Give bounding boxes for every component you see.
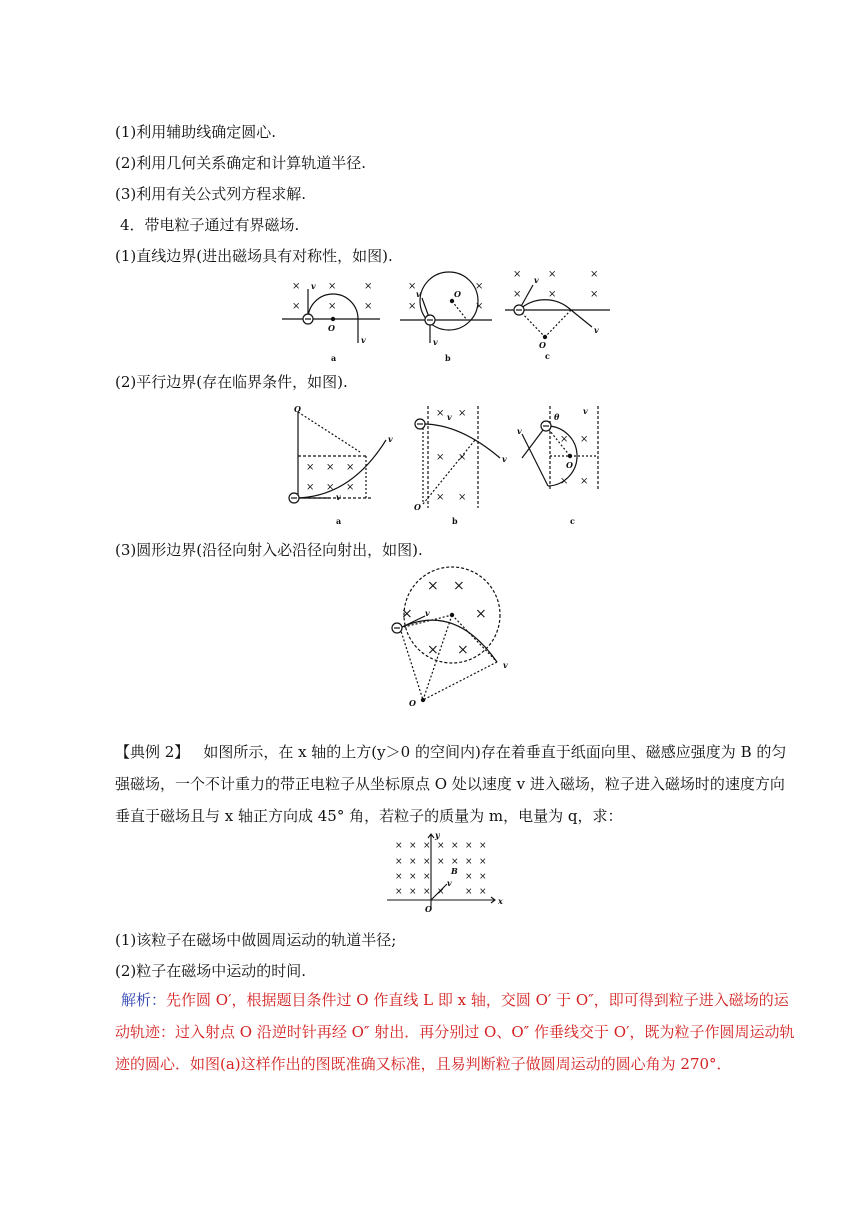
svg-text:×: × bbox=[395, 887, 403, 897]
solution-label: 解析： bbox=[121, 991, 167, 1009]
svg-text:×: × bbox=[408, 301, 417, 312]
svg-text:×: × bbox=[458, 492, 467, 503]
svg-text:×: × bbox=[423, 841, 431, 851]
svg-text:×: × bbox=[328, 301, 337, 312]
svg-text:×: × bbox=[436, 452, 445, 463]
svg-text:×: × bbox=[548, 269, 557, 280]
svg-text:y: y bbox=[435, 830, 440, 840]
svg-text:×: × bbox=[465, 872, 473, 882]
svg-text:×: × bbox=[580, 434, 589, 445]
svg-text:×: × bbox=[590, 269, 599, 280]
svg-text:×: × bbox=[346, 462, 355, 473]
svg-text:θ: θ bbox=[554, 412, 560, 422]
svg-text:v: v bbox=[416, 289, 421, 299]
svg-text:O: O bbox=[328, 323, 335, 333]
svg-text:v: v bbox=[447, 878, 452, 888]
svg-text:×: × bbox=[475, 301, 484, 312]
svg-text:v: v bbox=[388, 434, 393, 444]
svg-text:v: v bbox=[447, 412, 452, 422]
svg-text:×: × bbox=[590, 289, 599, 300]
svg-text:×: × bbox=[395, 872, 403, 882]
svg-text:×: × bbox=[306, 462, 315, 473]
svg-text:×: × bbox=[346, 482, 355, 493]
straight-boundary-text: (1)直线边界(进出磁场具有对称性，如图). bbox=[115, 247, 393, 265]
svg-text:×: × bbox=[409, 887, 417, 897]
svg-text:×: × bbox=[560, 434, 569, 445]
example-2-paragraph bbox=[115, 736, 795, 832]
step-2: (2)利用几何关系确定和计算轨道半径. bbox=[115, 154, 367, 172]
svg-text:×: × bbox=[292, 301, 301, 312]
svg-text:×: × bbox=[364, 281, 373, 292]
solution-paragraph bbox=[115, 984, 795, 1080]
svg-text:c: c bbox=[545, 351, 550, 361]
svg-text:×: × bbox=[328, 281, 337, 292]
question-2: (2)粒子在磁场中运动的时间. bbox=[115, 962, 307, 980]
svg-text:×: × bbox=[436, 408, 445, 419]
svg-text:×: × bbox=[475, 606, 487, 622]
svg-text:×: × bbox=[479, 872, 487, 882]
svg-text:×: × bbox=[436, 492, 445, 503]
svg-text:×: × bbox=[427, 578, 439, 594]
svg-text:×: × bbox=[306, 482, 315, 493]
svg-text:×: × bbox=[423, 857, 431, 867]
svg-text:×: × bbox=[409, 872, 417, 882]
svg-text:v: v bbox=[534, 275, 539, 285]
circular-boundary-text: (3)圆形边界(沿径向射入必沿径向射出，如图). bbox=[115, 541, 423, 559]
svg-text:×: × bbox=[453, 578, 465, 594]
svg-text:v: v bbox=[433, 337, 438, 347]
circular-boundary-figure bbox=[385, 562, 525, 712]
svg-text:×: × bbox=[401, 606, 413, 622]
svg-text:×: × bbox=[409, 841, 417, 851]
svg-text:×: × bbox=[479, 841, 487, 851]
svg-text:×: × bbox=[548, 289, 557, 300]
svg-text:O: O bbox=[539, 340, 546, 350]
svg-text:×: × bbox=[465, 887, 473, 897]
svg-text:v: v bbox=[311, 281, 316, 291]
svg-text:×: × bbox=[458, 408, 467, 419]
svg-text:×: × bbox=[437, 887, 445, 897]
example-2-text: 如图所示，在 x 轴的上方(y＞0 的空间内)存在着垂直于纸面向里、磁感应强度为 B 的匀强磁场，一个不计重力的带正电粒子从坐标原点 O 处以速度 v 进入磁场，粒子进入磁场时的速度方向垂直于磁场且与 x 轴正方向成 45° 角，若粒子的质量为 m，电量为 q，求： bbox=[115, 743, 787, 825]
svg-text:×: × bbox=[409, 857, 417, 867]
svg-text:c: c bbox=[570, 516, 575, 526]
svg-text:×: × bbox=[423, 887, 431, 897]
svg-text:O: O bbox=[566, 460, 573, 470]
svg-text:v: v bbox=[517, 426, 522, 436]
svg-text:×: × bbox=[513, 269, 522, 280]
svg-text:×: × bbox=[479, 887, 487, 897]
svg-text:×: × bbox=[457, 642, 469, 658]
svg-text:×: × bbox=[437, 857, 445, 867]
svg-text:×: × bbox=[475, 281, 484, 292]
svg-text:×: × bbox=[395, 841, 403, 851]
svg-text:×: × bbox=[458, 452, 467, 463]
svg-text:O: O bbox=[414, 502, 421, 512]
svg-text:v: v bbox=[583, 406, 588, 416]
svg-text:b: b bbox=[452, 516, 458, 526]
svg-text:×: × bbox=[580, 476, 589, 487]
svg-text:a: a bbox=[331, 353, 337, 363]
svg-text:×: × bbox=[465, 857, 473, 867]
svg-text:×: × bbox=[451, 857, 459, 867]
svg-text:O: O bbox=[409, 698, 416, 708]
svg-text:×: × bbox=[513, 289, 522, 300]
straight-boundary-figures bbox=[280, 265, 620, 365]
svg-text:×: × bbox=[408, 281, 417, 292]
step-1: (1)利用辅助线确定圆心. bbox=[115, 123, 277, 141]
parallel-boundary-figures bbox=[280, 400, 610, 530]
svg-text:v: v bbox=[425, 608, 430, 618]
svg-text:×: × bbox=[437, 841, 445, 851]
svg-text:O: O bbox=[294, 404, 301, 414]
svg-text:×: × bbox=[479, 857, 487, 867]
svg-text:×: × bbox=[326, 482, 335, 493]
question-1: (1)该粒子在磁场中做圆周运动的轨道半径; bbox=[115, 931, 397, 949]
svg-text:v: v bbox=[594, 325, 599, 335]
svg-text:v: v bbox=[361, 335, 366, 345]
example-2-tag: 【典例 2】 bbox=[115, 743, 190, 761]
svg-text:×: × bbox=[427, 642, 439, 658]
svg-text:x: x bbox=[498, 896, 503, 906]
svg-text:×: × bbox=[465, 841, 473, 851]
svg-text:v: v bbox=[502, 454, 507, 464]
parallel-boundary-text: (2)平行边界(存在临界条件，如图). bbox=[115, 373, 348, 391]
svg-text:b: b bbox=[445, 353, 451, 363]
svg-text:×: × bbox=[560, 476, 569, 487]
svg-text:v: v bbox=[503, 660, 508, 670]
svg-text:×: × bbox=[292, 281, 301, 292]
svg-text:×: × bbox=[364, 301, 373, 312]
svg-text:×: × bbox=[326, 462, 335, 473]
step-3: (3)利用有关公式列方程求解. bbox=[115, 185, 307, 203]
svg-text:B: B bbox=[451, 866, 458, 876]
svg-text:a: a bbox=[336, 516, 342, 526]
section-4-title: 4．带电粒子通过有界磁场. bbox=[120, 216, 300, 234]
svg-text:v: v bbox=[336, 492, 341, 502]
svg-text:O: O bbox=[425, 904, 432, 914]
example-2-figure bbox=[385, 828, 505, 918]
svg-text:×: × bbox=[451, 841, 459, 851]
svg-text:O: O bbox=[454, 289, 461, 299]
svg-text:×: × bbox=[423, 872, 431, 882]
svg-text:×: × bbox=[395, 857, 403, 867]
solution-text: 先作圆 O′，根据题目条件过 O 作直线 L 即 x 轴，交圆 O′ 于 O″，即可得到粒子进入磁场的运动轨迹：过入射点 O 沿逆时针再经 O″ 射出．再分别过 O、O″ 作垂线交于 O′，既为粒子作圆周运动轨迹的圆心．如图(a)这样作出的图既准确又标准，且易判断粒子做圆周运动的圆心角为 270°． bbox=[115, 991, 795, 1073]
